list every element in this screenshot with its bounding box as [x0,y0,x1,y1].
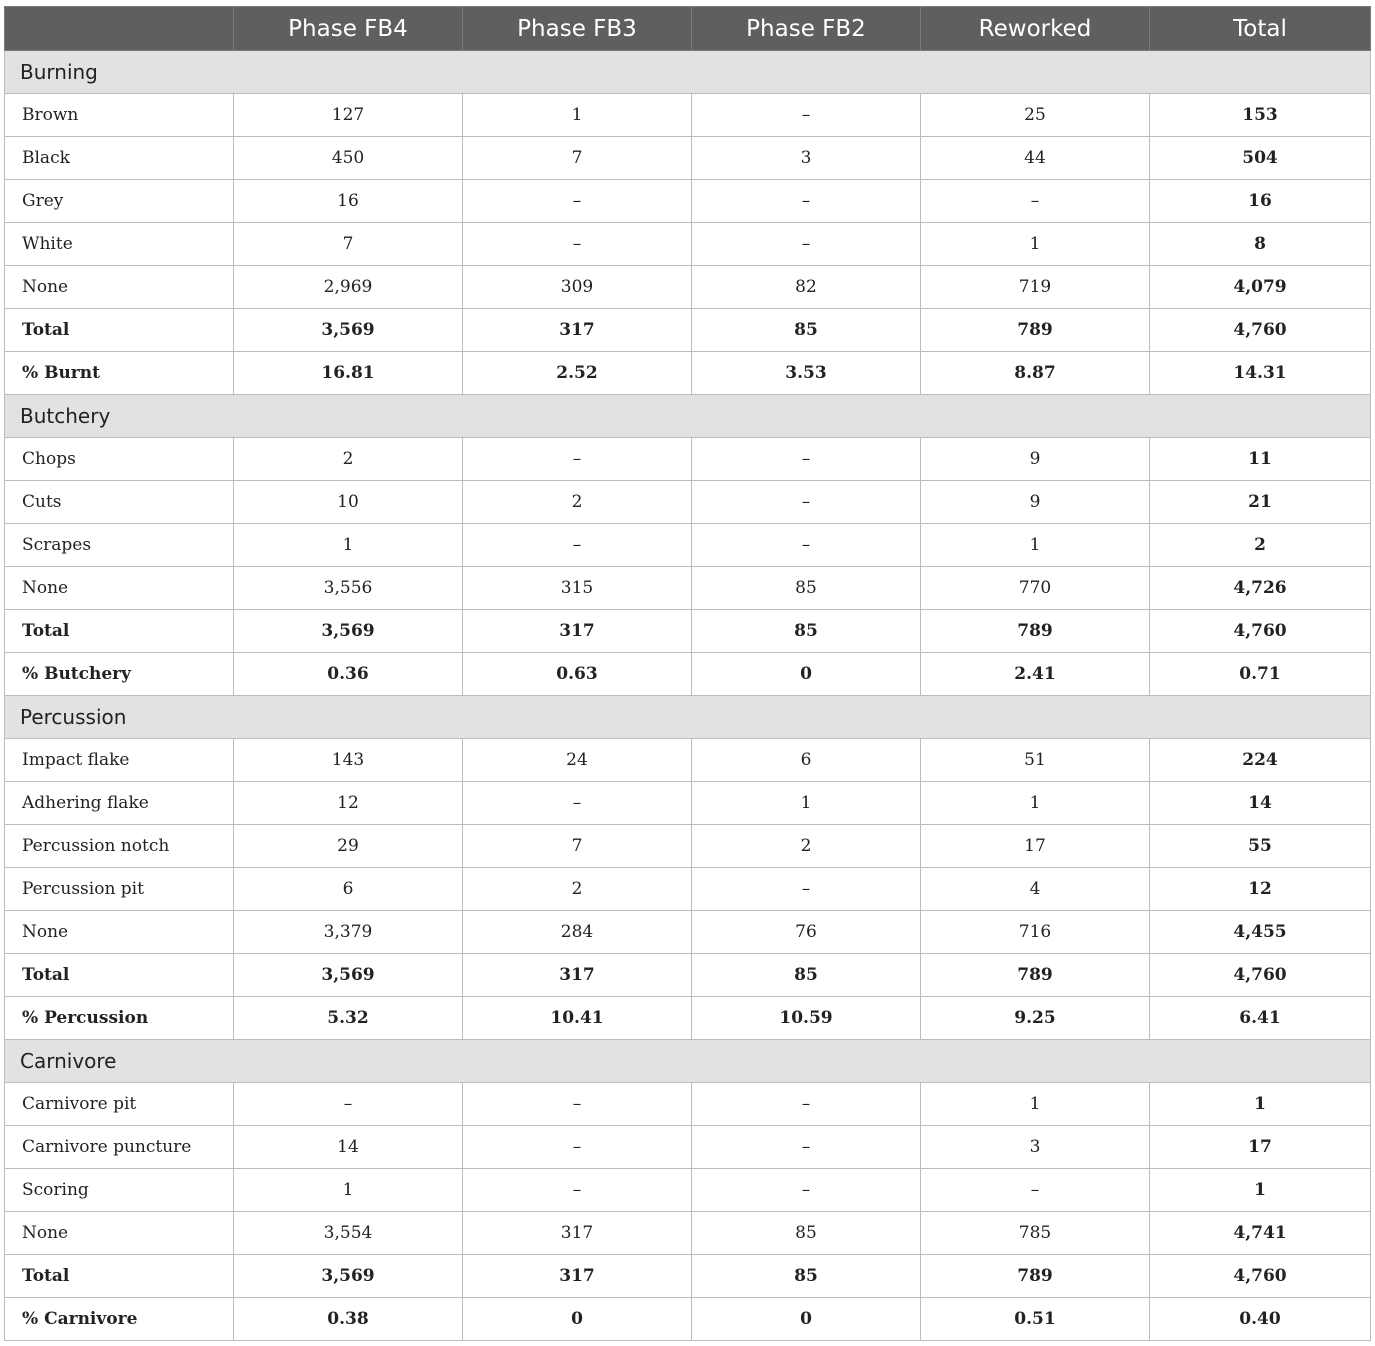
section-title: Burning [5,51,1371,94]
section-row [5,395,1371,438]
value-cell: 9 [921,438,1150,481]
table-row [5,997,1371,1040]
value-cell: 82 [692,266,921,309]
value-cell: 16 [234,180,463,223]
value-cell: 9.25 [921,997,1150,1040]
value-cell: 10.41 [463,997,692,1040]
value-cell: 85 [692,309,921,352]
value-cell: 317 [463,610,692,653]
table-row [5,868,1371,911]
value-cell: 716 [921,911,1150,954]
total-cell: 4,741 [1150,1212,1371,1255]
table-row [5,137,1371,180]
value-cell: 0 [463,1298,692,1341]
value-cell: – [463,524,692,567]
table-row [5,94,1371,137]
table-row [5,1169,1371,1212]
total-cell: 1 [1150,1169,1371,1212]
total-cell: 14.31 [1150,352,1371,395]
value-cell: 2.41 [921,653,1150,696]
value-cell: 450 [234,137,463,180]
row-label: % Butchery [5,653,234,696]
value-cell: 3,556 [234,567,463,610]
row-label: None [5,1212,234,1255]
total-cell: 4,455 [1150,911,1371,954]
value-cell: 2.52 [463,352,692,395]
section-row [5,51,1371,94]
value-cell: 44 [921,137,1150,180]
row-label: % Percussion [5,997,234,1040]
total-cell: 224 [1150,739,1371,782]
value-cell: 284 [463,911,692,954]
value-cell: 3,569 [234,610,463,653]
value-cell: 0.63 [463,653,692,696]
section-row [5,696,1371,739]
value-cell: 2 [463,481,692,524]
value-cell: 1 [921,524,1150,567]
value-cell: 76 [692,911,921,954]
value-cell: 1 [921,223,1150,266]
total-cell: 4,760 [1150,954,1371,997]
value-cell: 16.81 [234,352,463,395]
value-cell: 143 [234,739,463,782]
value-cell: 3,569 [234,309,463,352]
value-cell: – [692,223,921,266]
section-row [5,1040,1371,1083]
value-cell: 0.36 [234,653,463,696]
value-cell: 6 [692,739,921,782]
table-row [5,180,1371,223]
total-cell: 55 [1150,825,1371,868]
value-cell: 317 [463,954,692,997]
value-cell: – [692,524,921,567]
value-cell: – [463,1169,692,1212]
value-cell: 317 [463,1212,692,1255]
table-row [5,911,1371,954]
value-cell: – [692,868,921,911]
header-cell-phase-fb2: Phase FB2 [692,7,921,51]
value-cell: 85 [692,610,921,653]
data-table [4,6,1371,1341]
value-cell: 29 [234,825,463,868]
row-label: Total [5,1255,234,1298]
row-label: Total [5,610,234,653]
table-body [5,51,1371,1341]
value-cell: – [692,1126,921,1169]
value-cell: – [692,94,921,137]
total-cell: 0.71 [1150,653,1371,696]
value-cell: 7 [463,137,692,180]
header-row [5,7,1371,51]
row-label: Carnivore pit [5,1083,234,1126]
value-cell: 2 [692,825,921,868]
total-cell: 21 [1150,481,1371,524]
value-cell: 1 [921,782,1150,825]
table-row [5,1298,1371,1341]
value-cell: 127 [234,94,463,137]
value-cell: 1 [234,524,463,567]
value-cell: 7 [463,825,692,868]
total-cell: 16 [1150,180,1371,223]
header-cell-phase-fb4: Phase FB4 [234,7,463,51]
row-label: Total [5,954,234,997]
value-cell: 85 [692,567,921,610]
value-cell: 789 [921,1255,1150,1298]
table-row [5,223,1371,266]
value-cell: 0.51 [921,1298,1150,1341]
table-row [5,567,1371,610]
row-label: % Burnt [5,352,234,395]
value-cell: 9 [921,481,1150,524]
row-label: % Carnivore [5,1298,234,1341]
value-cell: 789 [921,610,1150,653]
value-cell: 0 [692,653,921,696]
value-cell: – [463,438,692,481]
value-cell: – [692,438,921,481]
value-cell: 85 [692,954,921,997]
row-label: Impact flake [5,739,234,782]
table-row [5,653,1371,696]
value-cell: 4 [921,868,1150,911]
value-cell: 315 [463,567,692,610]
table-row [5,524,1371,567]
value-cell: 3 [921,1126,1150,1169]
table-row [5,610,1371,653]
value-cell: 1 [463,94,692,137]
total-cell: 0.40 [1150,1298,1371,1341]
value-cell: 17 [921,825,1150,868]
value-cell: 2,969 [234,266,463,309]
value-cell: – [463,1126,692,1169]
value-cell: 0.38 [234,1298,463,1341]
row-label: None [5,911,234,954]
section-title: Carnivore [5,1040,1371,1083]
value-cell: – [692,1169,921,1212]
value-cell: 85 [692,1212,921,1255]
table-row [5,438,1371,481]
table-row [5,1212,1371,1255]
value-cell: 24 [463,739,692,782]
row-label: Black [5,137,234,180]
value-cell: – [463,1083,692,1126]
value-cell: 2 [463,868,692,911]
value-cell: 10.59 [692,997,921,1040]
value-cell: 3 [692,137,921,180]
total-cell: 4,726 [1150,567,1371,610]
value-cell: 785 [921,1212,1150,1255]
value-cell: 14 [234,1126,463,1169]
value-cell: 2 [234,438,463,481]
total-cell: 2 [1150,524,1371,567]
total-cell: 17 [1150,1126,1371,1169]
value-cell: 719 [921,266,1150,309]
table-row [5,782,1371,825]
total-cell: 6.41 [1150,997,1371,1040]
value-cell: 6 [234,868,463,911]
total-cell: 12 [1150,868,1371,911]
value-cell: 770 [921,567,1150,610]
value-cell: 3,569 [234,1255,463,1298]
value-cell: – [692,481,921,524]
value-cell: – [921,180,1150,223]
table-row [5,825,1371,868]
table-row [5,1255,1371,1298]
row-label: Carnivore puncture [5,1126,234,1169]
value-cell: 1 [692,782,921,825]
total-cell: 504 [1150,137,1371,180]
value-cell: 85 [692,1255,921,1298]
value-cell: 1 [921,1083,1150,1126]
value-cell: 309 [463,266,692,309]
row-label: None [5,567,234,610]
value-cell: 789 [921,309,1150,352]
table-row [5,739,1371,782]
value-cell: – [692,1083,921,1126]
value-cell: 25 [921,94,1150,137]
value-cell: 5.32 [234,997,463,1040]
total-cell: 1 [1150,1083,1371,1126]
value-cell: 10 [234,481,463,524]
table-row [5,309,1371,352]
value-cell: 789 [921,954,1150,997]
table-row [5,1083,1371,1126]
row-label: Chops [5,438,234,481]
value-cell: – [692,180,921,223]
row-label: White [5,223,234,266]
value-cell: 8.87 [921,352,1150,395]
section-title: Butchery [5,395,1371,438]
row-label: Scrapes [5,524,234,567]
header-cell-reworked: Reworked [921,7,1150,51]
total-cell: 14 [1150,782,1371,825]
value-cell: 51 [921,739,1150,782]
value-cell: – [463,223,692,266]
value-cell: 3,379 [234,911,463,954]
row-label: Cuts [5,481,234,524]
header-cell-total: Total [1150,7,1371,51]
row-label: Percussion pit [5,868,234,911]
table-row [5,481,1371,524]
total-cell: 153 [1150,94,1371,137]
row-label: Scoring [5,1169,234,1212]
value-cell: 1 [234,1169,463,1212]
section-title: Percussion [5,696,1371,739]
table-row [5,352,1371,395]
value-cell: – [463,180,692,223]
total-cell: 4,760 [1150,610,1371,653]
value-cell: – [921,1169,1150,1212]
table-row [5,954,1371,997]
value-cell: 3.53 [692,352,921,395]
header-cell-phase-fb3: Phase FB3 [463,7,692,51]
value-cell: 12 [234,782,463,825]
value-cell: – [463,782,692,825]
value-cell: 3,554 [234,1212,463,1255]
row-label: Brown [5,94,234,137]
total-cell: 4,760 [1150,309,1371,352]
total-cell: 4,760 [1150,1255,1371,1298]
row-label: Adhering flake [5,782,234,825]
header-cell-blank [5,7,234,51]
table-row [5,1126,1371,1169]
table-row [5,266,1371,309]
value-cell: 3,569 [234,954,463,997]
row-label: Grey [5,180,234,223]
value-cell: – [234,1083,463,1126]
value-cell: 317 [463,1255,692,1298]
value-cell: 7 [234,223,463,266]
value-cell: 0 [692,1298,921,1341]
row-label: None [5,266,234,309]
row-label: Percussion notch [5,825,234,868]
total-cell: 4,079 [1150,266,1371,309]
total-cell: 8 [1150,223,1371,266]
row-label: Total [5,309,234,352]
value-cell: 317 [463,309,692,352]
total-cell: 11 [1150,438,1371,481]
